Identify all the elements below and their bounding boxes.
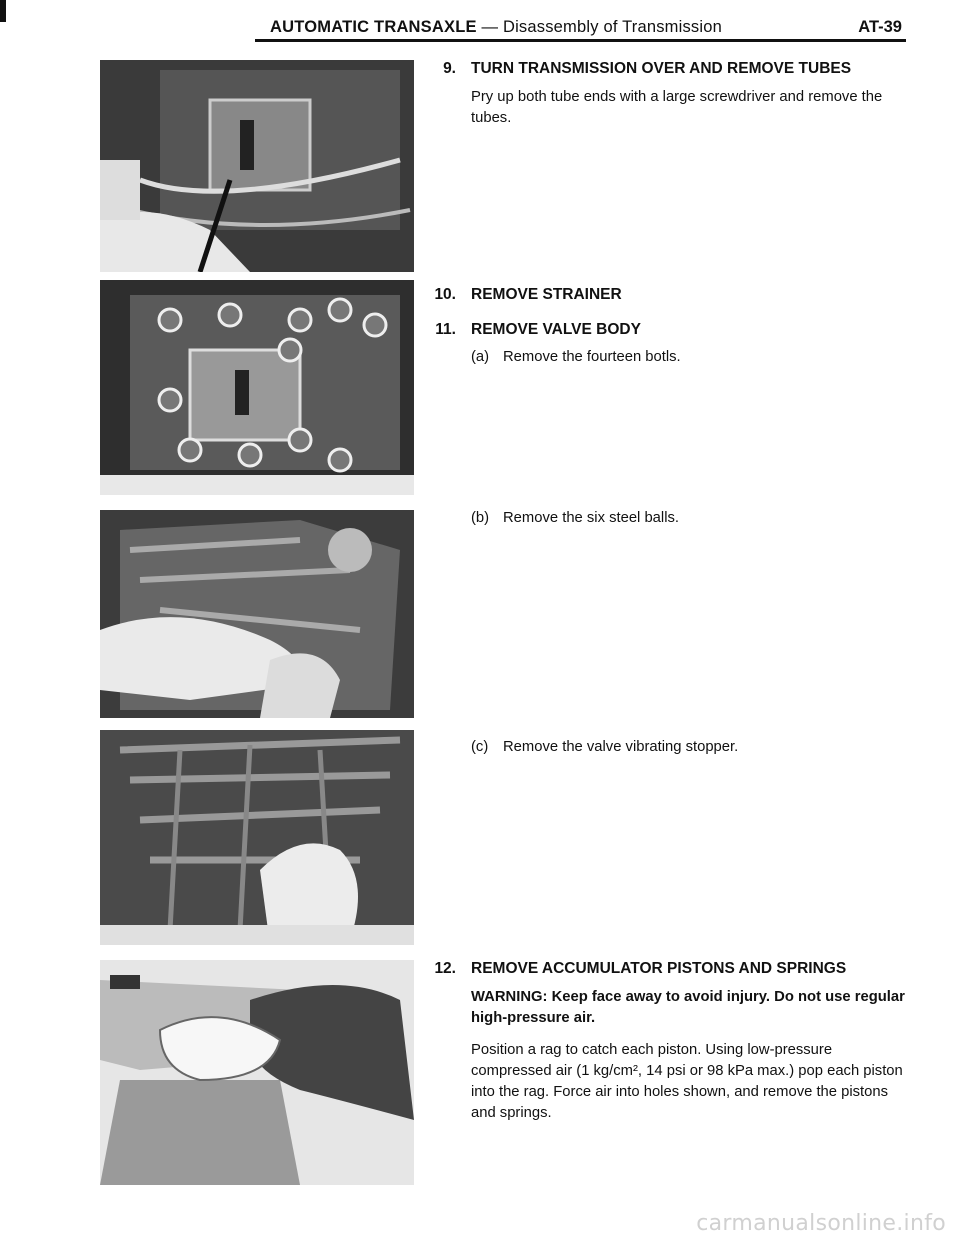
watermark-text: carmanualsonline.info bbox=[696, 1211, 946, 1236]
photo-valve-body bbox=[100, 280, 414, 495]
substep-text: Remove the fourteen botls. bbox=[503, 349, 681, 365]
substep-letter: (c) bbox=[471, 739, 489, 755]
step-number: 9. bbox=[443, 60, 456, 77]
warning-text: Keep face away to avoid injury. Do not use regular high-pressure air. bbox=[471, 989, 905, 1026]
substep-letter: (b) bbox=[471, 510, 490, 526]
photo-steel-balls bbox=[100, 510, 414, 718]
substep-text: Remove the six steel balls. bbox=[503, 510, 679, 526]
step-title: REMOVE VALVE BODY bbox=[471, 321, 641, 338]
warning-block bbox=[471, 987, 911, 1029]
step-instructions: Position a rag to catch each piston. Using low-pressure compressed air (1 kg/cm², 14 psi or 98 kPa max.) pop each piston into the rag. Force air into holes shown, and remove the pistons and springs. bbox=[471, 1042, 903, 1121]
step-title: REMOVE STRAINER bbox=[471, 286, 622, 303]
photo-accumulator-pistons bbox=[100, 960, 414, 1185]
step-number: 10. bbox=[434, 286, 456, 303]
substep-text: Remove the valve vibrating stopper. bbox=[503, 739, 739, 755]
corner-crop-mark bbox=[0, 0, 6, 22]
step-title: TURN TRANSMISSION OVER AND REMOVE TUBES bbox=[471, 60, 852, 77]
step-number: 11. bbox=[435, 321, 456, 338]
header-title: AUTOMATIC TRANSAXLE — Disassembly of Transmission bbox=[270, 18, 723, 36]
photo-vibrating-stopper bbox=[100, 730, 414, 945]
photo-remove-tubes bbox=[100, 60, 414, 272]
step-number: 12. bbox=[434, 960, 456, 977]
header-rule bbox=[255, 39, 906, 42]
substep-letter: (a) bbox=[471, 349, 490, 365]
step-instructions: Pry up both tube ends with a large screwdriver and remove the tubes. bbox=[471, 89, 883, 126]
step-title: REMOVE ACCUMULATOR PISTONS AND SPRINGS bbox=[471, 960, 847, 977]
page-number: AT-39 bbox=[858, 18, 902, 36]
warning-label: WARNING: bbox=[471, 989, 548, 1005]
